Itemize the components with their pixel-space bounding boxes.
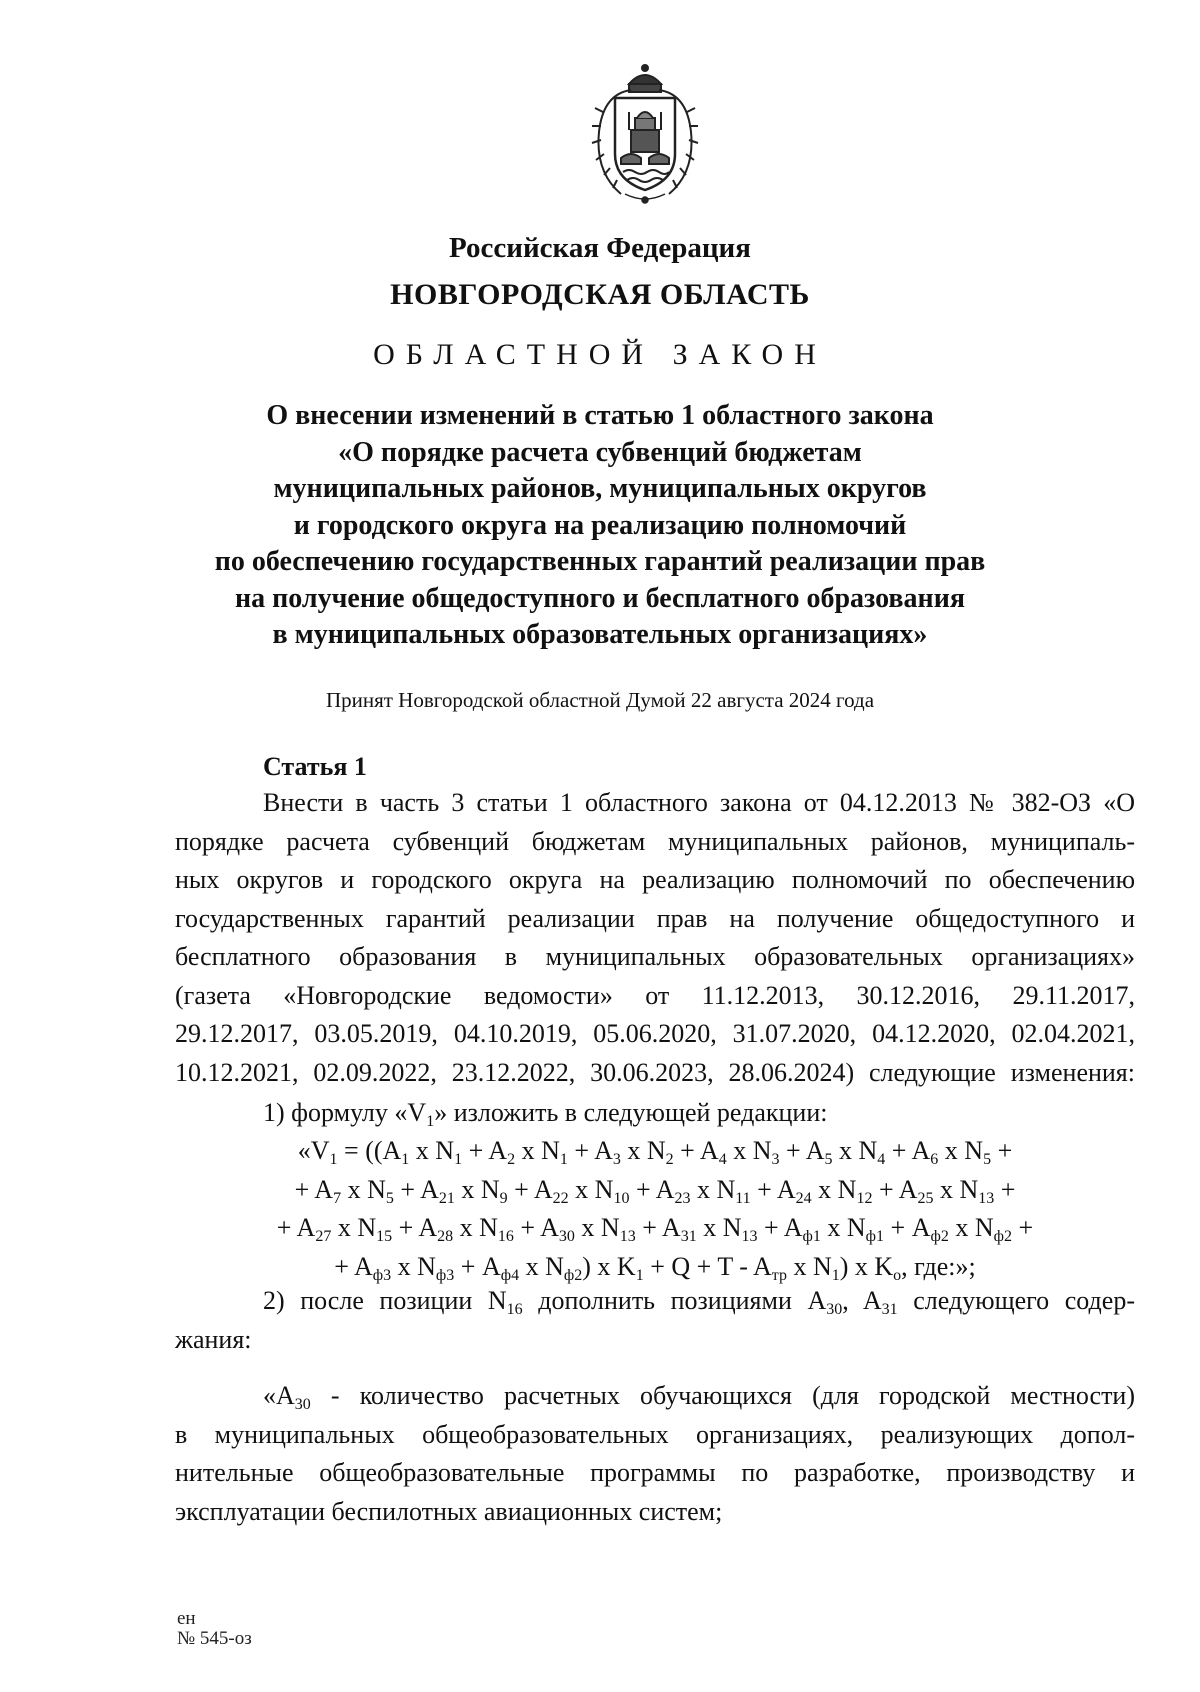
item-1-post: » изложить в следующей редакции:	[434, 1098, 828, 1127]
document-type: ОБЛАСТНОЙ ЗАКОН	[373, 338, 827, 371]
item-1-sub: 1	[426, 1113, 435, 1130]
formula-line: «$V_1 = ((A_1$ x $N_1 + A_2$ x $N_1 + A_3$ x $N_2 + A_4$ x $N_3 + A_5$ x $N_4 + A_6$ x $N_5$ +	[297, 1136, 1013, 1168]
paragraph-line: (газета «Новгородские ведомости» от 11.12.2013, 30.12.2016, 29.11.2017,	[175, 980, 1135, 1010]
region-name: НОВГОРОДСКАЯ ОБЛАСТЬ	[390, 278, 810, 311]
article-intro-paragraph	[175, 784, 1135, 1092]
formula-line: + $A_{ф3}$ x $N_{ф3} + A_{ф4}$ x $N_{ф2}$) x $K_1 + Q + T - A_{тр}$ x $N_1$) x $K_о$, где:»;	[334, 1251, 976, 1284]
title-line: «О порядке расчета субвенций бюджетам	[338, 436, 862, 468]
paragraph-line: государственных гарантий реализации прав на получение общедоступного и	[175, 903, 1135, 933]
item-3-paragraph	[175, 1377, 1135, 1531]
paragraph-line: Внести в часть 3 статьи 1 областного закона от 04.12.2013 № 382-ОЗ «О	[263, 788, 1135, 817]
country-name: Российская Федерация	[449, 232, 751, 264]
title-line: в муниципальных образовательных организациях»	[272, 619, 928, 650]
item-1-pre: 1) формулу «V	[263, 1098, 427, 1127]
paragraph-line: в муниципальных общеобразовательных организациях, реализующих допол-	[175, 1419, 1135, 1449]
coat-of-arms-icon	[585, 62, 705, 210]
title-line: и городского округа на реализацию полномочий	[293, 509, 907, 541]
document-footer	[177, 1609, 252, 1649]
paragraph-line: бесплатного образования в муниципальных образовательных организациях»	[175, 942, 1135, 971]
paragraph-line: «$A_{30}$ - количество расчетных обучающихся (для городской местности)	[263, 1381, 1135, 1413]
paragraph-line: 10.12.2021, 02.09.2022, 23.12.2022, 30.06.2023, 28.06.2024) следующие изменения:	[175, 1057, 1135, 1087]
item-1	[263, 1094, 827, 1132]
title-line: по обеспечению государственных гарантий реализации прав	[214, 546, 986, 577]
formula-line: + $A_{27}$ x $N_{15} + A_{28}$ x $N_{16} + A_{30}$ x $N_{13} + A_{31}$ x $N_{13} + A_{ф1}$ x $N_{ф1} + A_{ф2}$ x $N_{ф2}$ +	[276, 1213, 1034, 1245]
adoption-note: Принят Новгородской областной Думой 22 августа 2024 года	[325, 688, 875, 712]
paragraph-line: жания:	[175, 1324, 252, 1354]
paragraph-line: эксплуатации беспилотных авиационных систем;	[175, 1496, 723, 1526]
item-2-paragraph	[175, 1282, 1135, 1359]
article-heading: Статья 1	[263, 752, 367, 781]
formula-block	[175, 1132, 1135, 1286]
paragraph-line: ных округов и городского округа на реализацию полномочий по обеспечению	[175, 865, 1135, 894]
title-line: муниципальных районов, муниципальных округов	[273, 473, 927, 504]
paragraph-line: 2) после позиции $N_{16}$ дополнить позициями $A_{30}$, $A_{31}$ следующего содер-	[263, 1286, 1135, 1318]
paragraph-line: порядке расчета субвенций бюджетам муниципальных районов, муниципаль-	[175, 826, 1135, 856]
executor-initials: ен	[177, 1608, 196, 1629]
title-line: на получение общедоступного и бесплатного образования	[235, 582, 965, 614]
paragraph-line: 29.12.2017, 03.05.2019, 04.10.2019, 05.06.2020, 31.07.2020, 04.12.2020, 02.04.2021,	[175, 1019, 1135, 1048]
paragraph-line: нительные общеобразовательные программы по разработке, производству и	[175, 1458, 1135, 1487]
title-line: О внесении изменений в статью 1 областного закона	[266, 400, 934, 431]
formula-line: + $A_7$ x $N_5 + A_{21}$ x $N_9 + A_{22}$ x $N_{10} + A_{23}$ x $N_{11} + A_{24}$ x $N_{12} + A_{25}$ x $N_{13}$ +	[294, 1174, 1016, 1207]
law-title	[180, 398, 1020, 654]
law-number: № 545-оз	[177, 1628, 252, 1649]
